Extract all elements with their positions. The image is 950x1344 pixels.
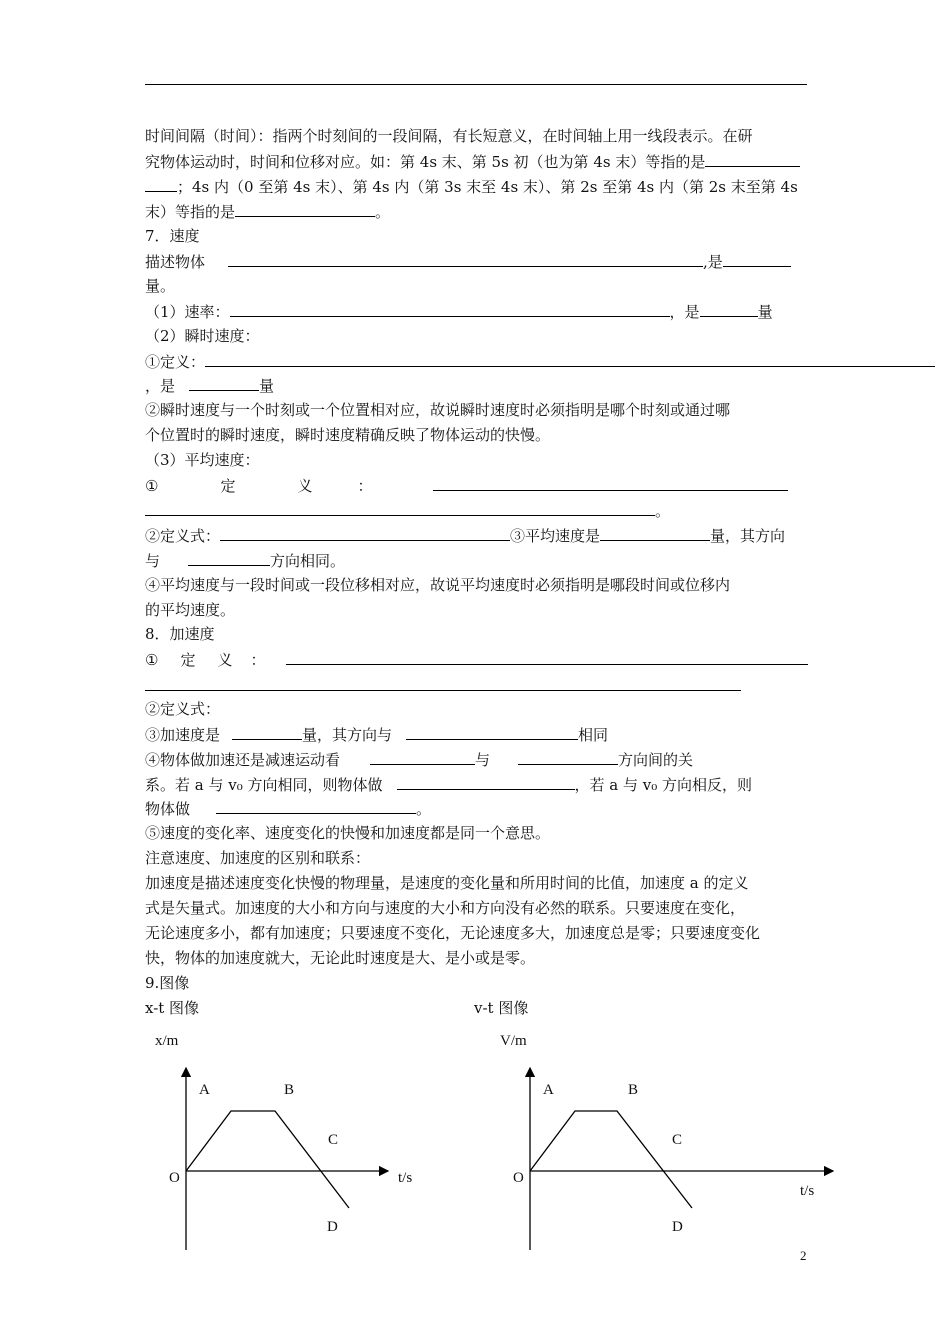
- text: ④物体做加速还是减速运动看: [145, 751, 341, 769]
- text-line: 量。: [145, 277, 176, 295]
- text: 定: [180, 651, 196, 669]
- text-line: 快，物体的加速度就大，无论此时速度是大、是小或是零。: [145, 949, 536, 967]
- vt-point-d: D: [672, 1219, 683, 1235]
- text: 方向间的关: [618, 751, 694, 769]
- text: ①定义：: [145, 353, 206, 371]
- text: ，是: [669, 303, 700, 321]
- text-line: 的平均速度。: [145, 601, 236, 619]
- vt-point-a: A: [543, 1082, 554, 1098]
- text: 与: [145, 552, 161, 570]
- text-line: 无论速度多小，都有加速度；只要速度不变化，无论速度多大，加速度总是零；只要速度变化: [145, 924, 761, 942]
- text: 量: [259, 377, 275, 395]
- text: ，若 a 与 v₀ 方向相反，则: [574, 776, 753, 794]
- text-line: ②定义式：: [145, 700, 221, 718]
- text: ,是: [703, 253, 723, 271]
- graph-title-xt: x-t 图像: [145, 999, 200, 1017]
- vt-origin: O: [513, 1170, 524, 1186]
- text: 究物体运动时，时间和位移对应。如：第 4s 末、第 5s 初（也为第 4s 末）等指的是: [145, 153, 706, 171]
- xt-point-d: D: [327, 1219, 338, 1235]
- text: 。: [375, 203, 391, 221]
- xt-point-c: C: [328, 1132, 339, 1148]
- text-line: 式是矢量式。加速度的大小和方向与速度的大小和方向没有必然的联系。只要速度在变化，: [145, 899, 746, 917]
- vt-xlabel: t/s: [800, 1183, 815, 1199]
- xt-curve: [186, 1111, 349, 1208]
- text: 物体做: [145, 800, 191, 818]
- text: 义: [297, 477, 313, 495]
- text: 末）等指的是: [145, 203, 236, 221]
- text: ①: [145, 477, 159, 495]
- text: 量: [757, 303, 773, 321]
- text: ：: [250, 651, 266, 669]
- text: ③平均速度是: [510, 527, 601, 545]
- section-heading: 7．速度: [145, 227, 200, 245]
- text: ③加速度是: [145, 726, 221, 744]
- text-line: ②瞬时速度与一个时刻或一个位置相对应，故说瞬时速度时必须指明是哪个时刻或通过哪: [145, 401, 731, 419]
- text: ①: [145, 651, 159, 669]
- vt-ylabel: V/m: [500, 1033, 527, 1049]
- text: 方向相同。: [270, 552, 346, 570]
- text-line: 加速度是描述速度变化快慢的物理量，是速度的变化量和所用时间的比值，加速度 a 的定义: [145, 874, 749, 892]
- text-line: ⑤速度的变化率、速度变化的快慢和加速度都是同一个意思。: [145, 824, 551, 842]
- graph-title-vt: v-t 图像: [474, 999, 529, 1017]
- text: 系。若 a 与 v₀ 方向相同，则物体做: [145, 776, 383, 794]
- page-number: 2: [800, 1248, 807, 1263]
- vt-point-c: C: [672, 1132, 683, 1148]
- xt-ylabel: x/m: [155, 1033, 179, 1049]
- text: 定: [220, 477, 236, 495]
- text-line: 时间间隔（时间）：指两个时刻间的一段间隔，有长短意义，在时间轴上用一线段表示。在研: [145, 127, 753, 145]
- xt-point-a: A: [199, 1082, 210, 1098]
- text: ：: [357, 477, 373, 495]
- text-line: （3）平均速度：: [145, 451, 260, 469]
- text: 与: [475, 751, 491, 769]
- section-heading: 8．加速度: [145, 625, 215, 643]
- text: 量，其方向: [710, 527, 786, 545]
- text: 义: [217, 651, 233, 669]
- xt-point-b: B: [284, 1082, 295, 1098]
- text: ②定义式：: [145, 527, 221, 545]
- text: 相同: [578, 726, 609, 744]
- text-line: ④平均速度与一段时间或一段位移相对应，故说平均速度时必须指明是哪段时间或位移内: [145, 576, 731, 594]
- text: ；4s 内（0 至第 4s 末）、第 4s 内（第 3s 末至 4s 末）、第 2s 至第 4s 内（第 2s 末至第 4s: [177, 178, 798, 196]
- text: （1）速率：: [145, 303, 230, 321]
- xt-xlabel: t/s: [398, 1170, 413, 1186]
- section-heading: 9.图像: [145, 974, 190, 992]
- text: 描述物体: [145, 253, 206, 271]
- text-line: 个位置时的瞬时速度，瞬时速度精确反映了物体运动的快慢。: [145, 426, 551, 444]
- text: 量，其方向与: [302, 726, 393, 744]
- text-line: （2）瞬时速度：: [145, 327, 260, 345]
- text: 。: [655, 502, 671, 520]
- vt-point-b: B: [628, 1082, 639, 1098]
- text: ，是: [145, 377, 176, 395]
- text-line: 注意速度、加速度的区别和联系：: [145, 849, 371, 867]
- vt-curve: [530, 1111, 692, 1208]
- text: 。: [416, 800, 432, 818]
- xt-origin: O: [169, 1170, 180, 1186]
